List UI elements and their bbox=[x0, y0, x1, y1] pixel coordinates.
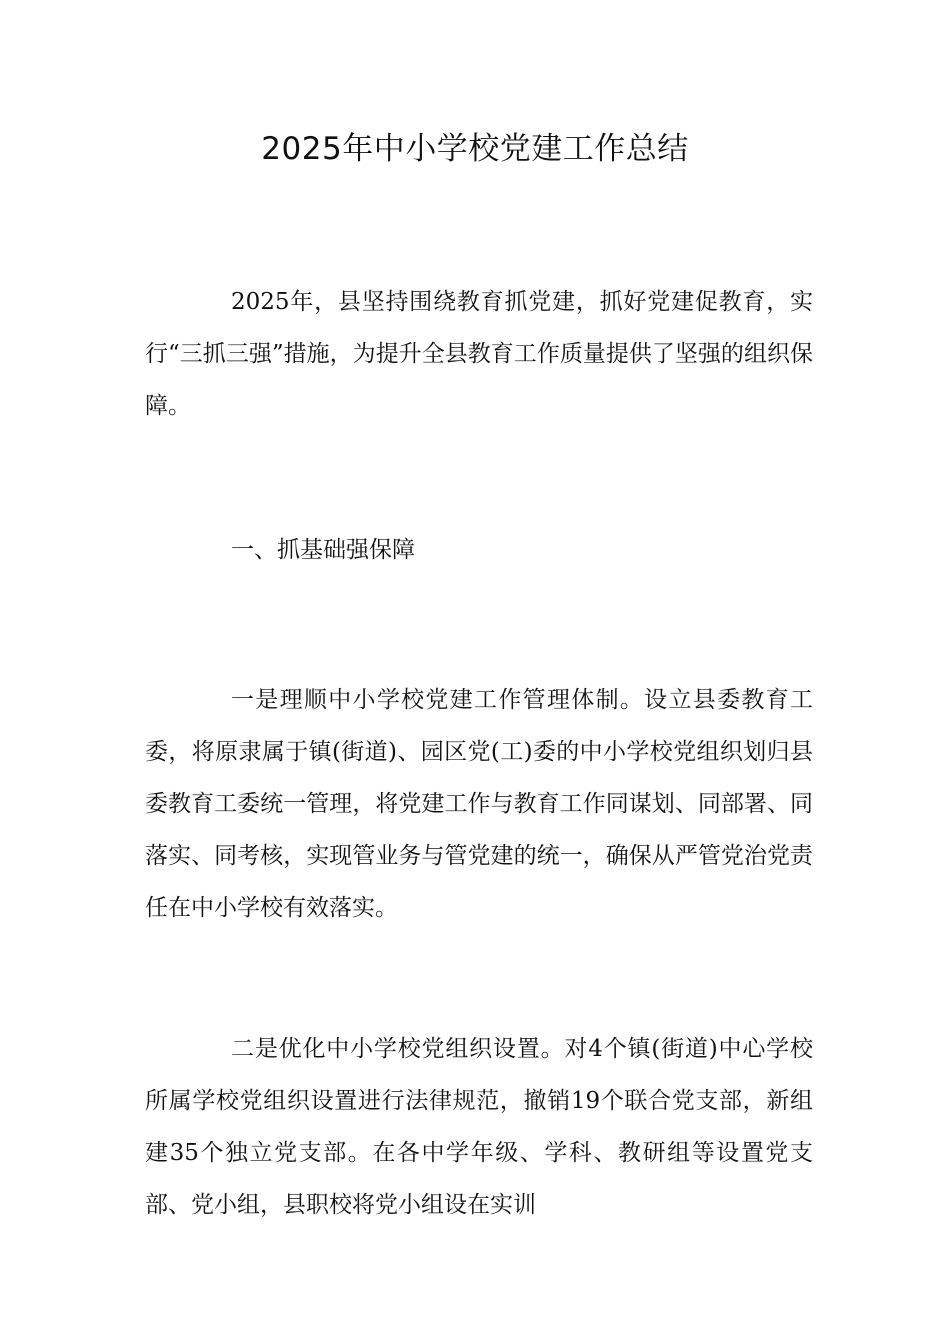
section-1-paragraph-2: 二是优化中小学校党组织设置。对4个镇(街道)中心学校所属学校党组织设置进行法律规范，撤销19个联合党支部，新组建35个独立党支部。在各中学年级、学科、教研组等设置党支部、党小组，县职校将党小组设在实训 bbox=[145, 1036, 813, 1218]
document-title: 2025年中小学校党建工作总结 bbox=[261, 131, 689, 167]
section-heading-1: 一、抓基础强保障 bbox=[231, 537, 415, 563]
intro-paragraph: 2025年，县坚持围绕教育抓党建，抓好党建促教育，实行“三抓三强”措施，为提升全县教育工作质量提供了坚强的组织保障。 bbox=[145, 289, 813, 419]
section-1-paragraph-1: 一是理顺中小学校党建工作管理体制。设立县委教育工委，将原隶属于镇(街道)、园区党(工)委的中小学校党组织划归县委教育工委统一管理，将党建工作与教育工作同谋划、同部署、同落实、同考核，实现管业务与管党建的统一，确保从严管党治党责任在中小学校有效落实。 bbox=[145, 687, 813, 921]
